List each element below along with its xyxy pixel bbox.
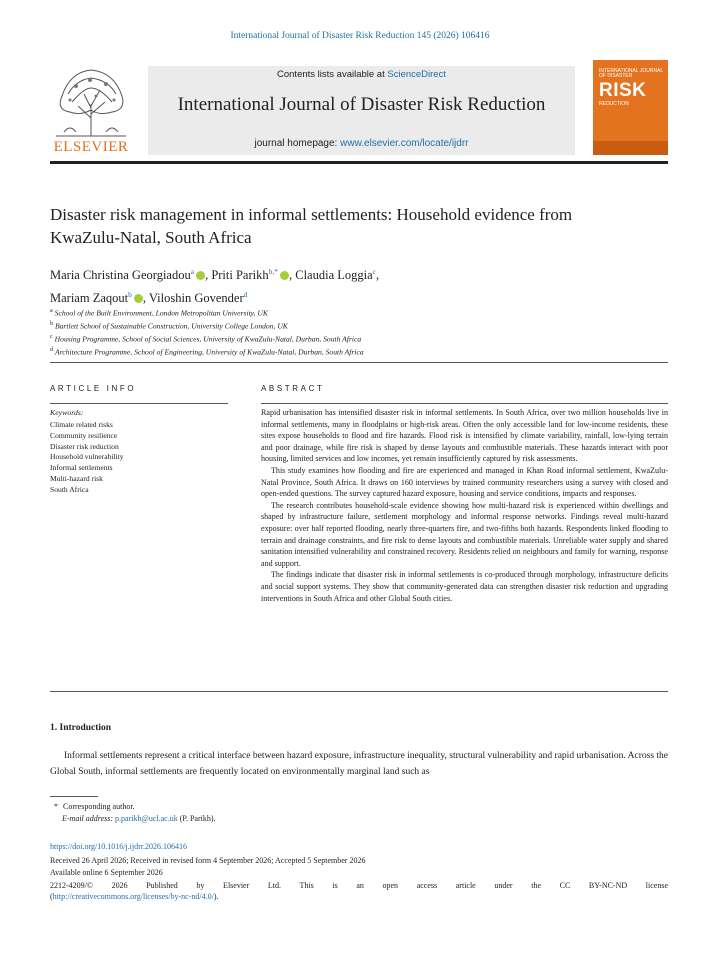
keyword-item: Multi-hazard risk (50, 473, 103, 483)
publication-dates (50, 855, 668, 879)
author-name[interactable]: Viloshin Govender (148, 291, 244, 306)
cover-title-top: INTERNATIONAL JOURNAL OF DISASTER (599, 68, 663, 80)
abstract-paragraph: This study examines how flooding and fire are experienced and managed in Khan Road informal settlement, KwaZulu-Natal Province, South Africa. It draws on 160 interviews by trained community researchers using a survey with closed and open-ended questions. The survey captured hazard exposure, housing and service conditions, impacts and responses. (261, 465, 668, 499)
article-info-rule (50, 403, 228, 404)
journal-homepage-link[interactable]: www.elsevier.com/locate/ijdrr (340, 138, 469, 149)
running-head[interactable]: International Journal of Disaster Risk Reduction 145 (2026) 106416 (230, 31, 490, 41)
author-name[interactable]: Mariam Zaqout (50, 291, 129, 306)
affiliation-text: Bartlett School of Sustainable Construction, University College London, UK (55, 321, 288, 331)
abstract-paragraph: The research contributes household-scale evidence showing how multi-hazard risk is experienced within dwellings and shaped by infrastructure failure, settlement morphology and informal response networks. Findings reveal multi-hazard exposure: over half reported flooding, nearly three-quarters fire, and two-fifths both hazards. Respondents linked flooding to terrain and drainage constraints, and fire risk to dense layouts and combustible materials. Unreliable water supply and shared sanitation intensified vulnerability and constrained recovery. Residents relied on neighbours and family for warning, response and support. (261, 500, 668, 568)
keyword-item: South Africa (50, 484, 89, 494)
author-name[interactable]: Claudia Loggia (295, 268, 373, 283)
affiliation-mark: b (50, 321, 53, 328)
affiliation-list (50, 306, 650, 358)
elsevier-tree-icon (50, 66, 132, 138)
license-statement: 2212-4209/© 2026 Published by Elsevier Ltd. This is an open access article under the CC BY-NC-ND license (50, 881, 668, 890)
journal-cover[interactable] (593, 60, 668, 155)
sciencedirect-link[interactable]: ScienceDirect (387, 69, 446, 80)
license-url-line (50, 892, 219, 901)
email-note (50, 813, 550, 825)
section-rule (50, 362, 668, 363)
affiliation-item (50, 306, 650, 319)
homepage-line (148, 138, 575, 149)
journal-name: International Journal of Disaster Risk Reduction (177, 94, 546, 115)
cover-title-bottom: REDUCTION (599, 101, 629, 107)
author-affiliation-mark[interactable]: c (372, 267, 376, 276)
contents-prefix: Contents lists available at (277, 69, 388, 80)
cover-strip (593, 141, 668, 155)
affiliation-item (50, 345, 650, 358)
author-affiliation-mark[interactable]: d (243, 290, 248, 300)
homepage-prefix: journal homepage: (254, 138, 341, 149)
doi-link[interactable]: https://doi.org/10.1016/j.ijdrr.2026.106416 (50, 842, 187, 851)
article-title: Disaster risk management in informal settlements: Household evidence from KwaZulu-Natal, South Africa (50, 205, 573, 247)
section-heading-introduction: 1. Introduction (50, 723, 112, 733)
orcid-icon[interactable] (134, 294, 143, 303)
email-link[interactable]: p.parikh@ucl.ac.uk (115, 814, 178, 823)
keyword-item: Climate related risks (50, 420, 113, 429)
abstract-rule (261, 403, 668, 404)
article-info-heading: ARTICLE INFO (50, 384, 137, 393)
abstract-paragraph: Rapid urbanisation has intensified disaster risk in informal settlements. In South Africa, over two million households live in informal settlements, many in floodplains or high-risk areas. Often the only accessible land for low-income residents, these sites expose households to flood and fire hazards. Flood risk is intensified by climate variability, rainfall, low-lying terrain and poor drainage, while fire risk is shaped by dense layouts and combustible materials. These hazards interact with poor housing, limited services and low incomes, yet remain insufficiently captured by risk assessments. (261, 408, 668, 464)
masthead-rule (50, 161, 668, 164)
corresponding-author-label: Corresponding author. (63, 802, 135, 811)
abstract-paragraph: The findings indicate that disaster risk in informal settlements is co-produced through morphology, infrastructure deficits and social support systems. They show that community-generated data can strengthen disaster risk reduction and upgrading interventions in South Africa and other Global South cities. (261, 570, 668, 603)
introduction-paragraph: Informal settlements represent a critical interface between hazard exposure, infrastructure inequality, structural vulnerability and rapid urbanisation. Across the Global South, informal settlements are frequently located on environmentally marginal land such as (50, 751, 668, 777)
received-dates: Received 26 April 2026; Received in revised form 4 September 2026; Accepted 5 September 2026 (50, 856, 366, 865)
orcid-icon[interactable] (196, 271, 205, 280)
keyword-item: Community resilience (50, 430, 118, 440)
footnote-rule (50, 796, 98, 797)
footnotes (50, 801, 550, 825)
affiliation-mark: d (50, 347, 53, 354)
author-affiliation-mark[interactable]: a (190, 267, 195, 276)
abstract-end-rule (50, 691, 668, 692)
orcid-icon[interactable] (280, 271, 289, 280)
license-url-open: ( (50, 892, 53, 901)
elsevier-wordmark: ELSEVIER (53, 139, 129, 155)
keywords-label: Keywords: (50, 408, 84, 417)
cover-title-risk: RISK (599, 80, 647, 101)
email-label: E-mail address: (62, 814, 114, 823)
elsevier-logo[interactable] (50, 66, 132, 156)
author-list: Maria Christina Georgiadou$^a$ , Priti Parikh$^{b,*}$ , Claudia Loggia$^c$, Mariam Zaqout$^b$ , Viloshin Govender$^d$ (50, 267, 380, 306)
keyword-item: Informal settlements (50, 463, 113, 473)
abstract-heading: ABSTRACT (261, 384, 325, 393)
contents-line (148, 69, 575, 80)
license-url-close: ). (213, 892, 219, 901)
affiliation-mark: a (50, 308, 53, 314)
abstract-body (261, 407, 668, 604)
author-name[interactable]: Maria Christina Georgiadou (50, 268, 191, 283)
corresponding-author-note (50, 801, 550, 813)
affiliation-text: Architecture Programme, School of Engineering, University of KwaZulu-Natal, Durban, South Africa (55, 347, 364, 357)
keyword-item: Disaster risk reduction (50, 441, 119, 451)
author-affiliation-mark[interactable]: b (128, 290, 132, 300)
license-url-link[interactable]: http://creativecommons.org/licenses/by-nc-nd/4.0/ (52, 892, 214, 901)
affiliation-mark: c (50, 334, 53, 341)
journal-masthead (148, 66, 575, 155)
affiliation-item (50, 332, 650, 345)
keyword-list (50, 420, 228, 496)
affiliation-text: Housing Programme, School of Social Sciences, University of KwaZulu-Natal, Durban, South Africa (54, 334, 362, 344)
keyword-item: Household vulnerability (50, 452, 124, 462)
online-date: Available online 6 September 2026 (50, 868, 163, 878)
footnote-star: * (54, 802, 58, 811)
affiliation-text: School of the Built Environment, London Metropolitan University, UK (54, 308, 268, 318)
affiliation-item (50, 319, 650, 332)
email-owner: (P. Parikh). (179, 814, 216, 823)
author-affiliation-mark[interactable]: b,* (268, 267, 278, 276)
author-name[interactable]: Priti Parikh (211, 268, 269, 283)
